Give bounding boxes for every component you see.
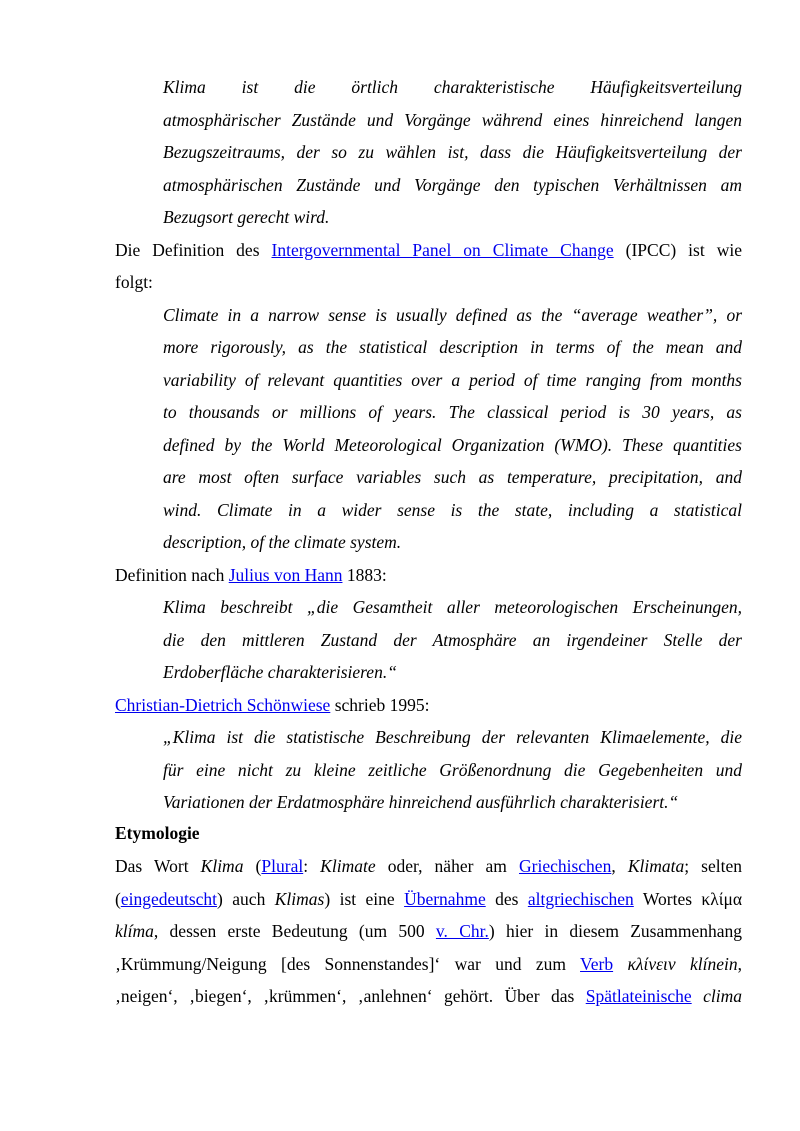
text: ) ist eine xyxy=(324,888,405,909)
text: ) hier in diesem Zusammenhang xyxy=(488,921,742,941)
link-spaetlateinische[interactable]: Spätlateinische xyxy=(585,986,692,1006)
quote-line: die den mittleren Zustand der Atmosphäre an irgendeiner Stelle der xyxy=(163,629,742,650)
paragraph-line xyxy=(115,689,742,722)
link-ipcc[interactable]: Intergovernmental Panel on Climate Change xyxy=(271,239,614,260)
quote-ipcc-definition xyxy=(163,299,742,559)
text: ( xyxy=(115,888,121,909)
quote-line: „Klima ist die statistische Beschreibung der relevanten Klimaelemente, die xyxy=(163,727,742,747)
text: κλίνειν klínein xyxy=(627,953,738,974)
text: Klimata xyxy=(627,856,685,876)
quote-line: atmosphärischer Zustände und Vorgänge während eines hinreichend langen xyxy=(163,109,742,130)
text: ( xyxy=(243,856,262,876)
quote-line: description, of the climate system. xyxy=(163,532,402,552)
link-v-chr[interactable]: v. Chr. xyxy=(435,921,489,941)
quote-line: wind. Climate in a wider sense is the state, including a statistical xyxy=(163,499,742,520)
link-uebernahme[interactable]: Übernahme xyxy=(404,888,486,909)
paragraph-schoenwiese xyxy=(115,689,742,722)
text: , xyxy=(611,856,628,876)
text: Definition nach xyxy=(115,564,229,585)
quote-schoenwiese-definition xyxy=(163,721,742,819)
text: des xyxy=(485,888,528,909)
link-plural[interactable]: Plural xyxy=(261,856,304,876)
text: klíma xyxy=(115,921,154,941)
text: ; selten xyxy=(684,856,742,876)
quote-line: variability of relevant quantities over a period of time ranging from months xyxy=(163,369,742,390)
quote-line: Erdoberfläche charakterisieren.“ xyxy=(163,662,397,682)
quote-line: Variationen der Erdatmosphäre hinreichend ausführlich charakterisiert.“ xyxy=(163,792,679,812)
text: Klimas xyxy=(274,888,325,909)
text: 1883: xyxy=(342,564,387,585)
link-julius-von-hann[interactable]: Julius von Hann xyxy=(228,564,343,585)
quote-line: Klima beschreibt „die Gesamtheit aller meteorologischen Erscheinungen, xyxy=(163,597,742,617)
paragraph-line xyxy=(115,559,742,592)
link-schoenwiese[interactable]: Christian-Dietrich Schönwiese xyxy=(115,694,331,715)
paragraph-line xyxy=(115,948,742,981)
text xyxy=(613,954,627,974)
text: (IPCC) ist wie xyxy=(613,239,742,260)
paragraph-hann xyxy=(115,559,742,592)
quote-line: are most often surface variables such as temperature, precipitation, and xyxy=(163,467,742,487)
paragraph-line xyxy=(115,980,742,1013)
heading-text: Etymologie xyxy=(115,823,200,843)
quote-hann-definition xyxy=(163,591,742,689)
text: clima xyxy=(703,986,742,1006)
text: , dessen erste Bedeutung (um 500 xyxy=(153,921,436,941)
text: Klimate xyxy=(320,856,376,876)
link-eingedeutscht[interactable]: eingedeutscht xyxy=(120,888,218,909)
paragraph-line: folgt: xyxy=(115,272,153,292)
quote-line: Climate in a narrow sense is usually defined as the “average weather”, or xyxy=(163,304,742,325)
text: ) auch xyxy=(217,888,275,909)
quote-line: to thousands or millions of years. The classical period is 30 years, as xyxy=(163,402,742,422)
text: , xyxy=(737,953,742,974)
paragraph-ipcc xyxy=(115,234,742,299)
section-heading-etymologie xyxy=(115,817,742,850)
text: Die Definition des xyxy=(115,239,272,260)
quote-klima-definition xyxy=(163,71,742,234)
text: oder, näher am xyxy=(375,856,519,876)
text xyxy=(692,986,703,1006)
quote-line: more rigorously, as the statistical description in terms of the mean and xyxy=(163,337,742,357)
link-griechischen[interactable]: Griechischen xyxy=(519,856,612,876)
text: schrieb 1995: xyxy=(330,694,430,715)
text: : xyxy=(303,856,321,876)
paragraph-line xyxy=(115,850,742,883)
paragraph-line xyxy=(115,234,742,267)
paragraph-line xyxy=(115,915,742,948)
quote-line: defined by the World Meteorological Organization (WMO). These quantities xyxy=(163,434,742,455)
text: ‚Krümmung/Neigung [des Sonnenstandes]‘ war und zum xyxy=(115,953,581,974)
text: Wortes κλίμα xyxy=(633,888,742,909)
quote-line: für eine nicht zu kleine zeitliche Größenordnung die Gegebenheiten und xyxy=(163,759,742,780)
quote-line: Bezugsort gerecht wird. xyxy=(163,207,330,227)
text: ‚neigen‘, ‚biegen‘, ‚krümmen‘, ‚anlehnen‘ gehört. Über das xyxy=(115,986,586,1006)
paragraph-etymologie xyxy=(115,850,742,1013)
paragraph-line xyxy=(115,883,742,916)
link-verb[interactable]: Verb xyxy=(580,953,614,974)
quote-line: atmosphärischen Zustände und Vorgänge den typischen Verhältnissen am xyxy=(163,174,742,195)
quote-line: Bezugszeitraums, der so zu wählen ist, dass die Häufigkeitsverteilung der xyxy=(163,142,742,162)
quote-line: Klima ist die örtlich charakteristische Häufigkeitsverteilung xyxy=(163,77,742,97)
text: Klima xyxy=(200,856,244,876)
text: Das Wort xyxy=(115,856,201,876)
link-altgriechischen[interactable]: altgriechischen xyxy=(527,888,634,909)
